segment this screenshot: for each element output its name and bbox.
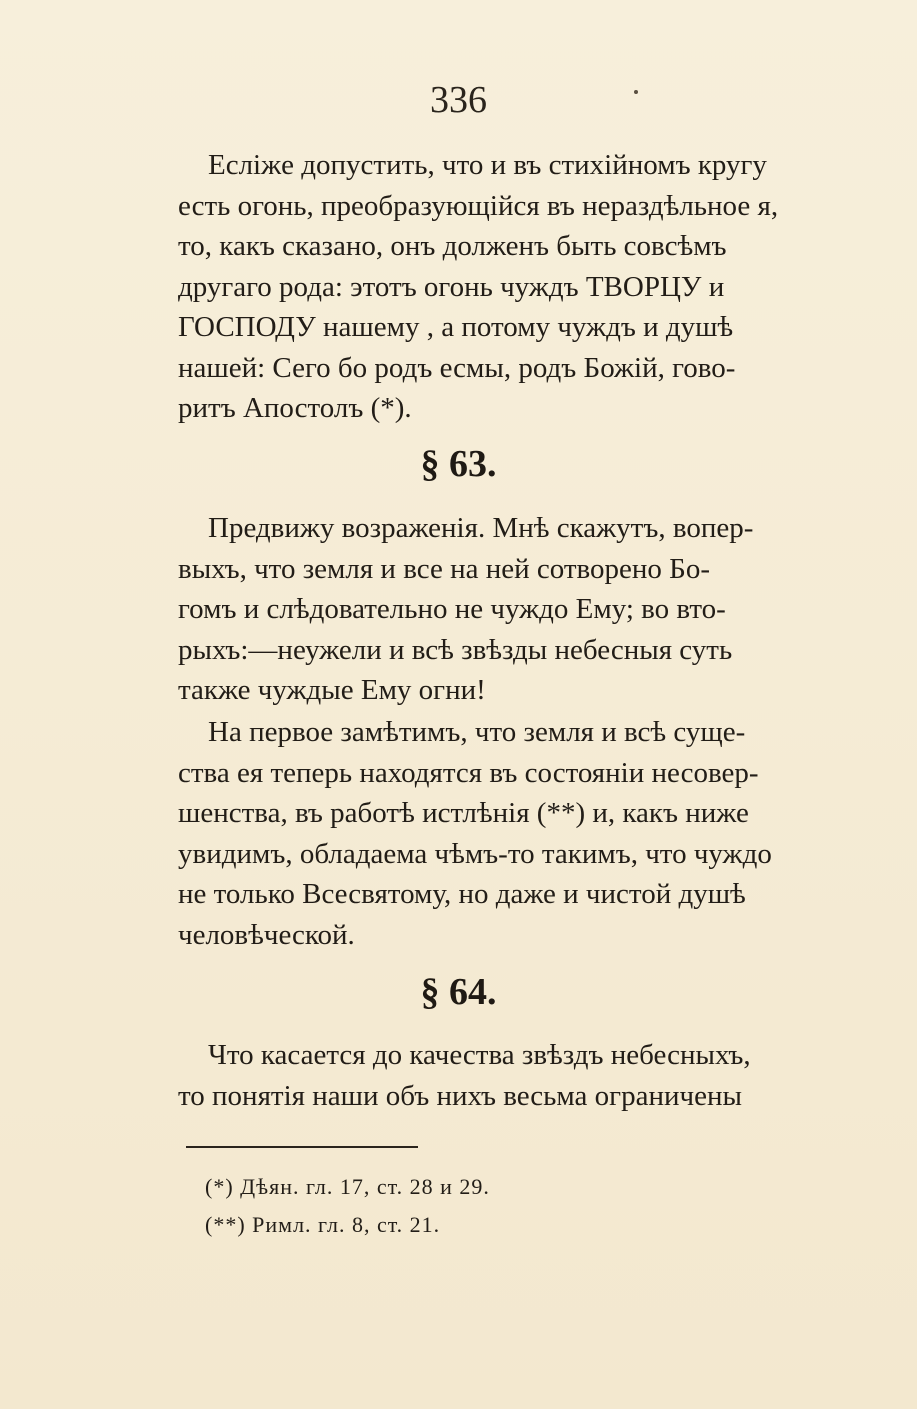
- text-line-content: Есліжe допустить, что и въ стихійномъ кругу: [208, 149, 767, 181]
- text-line: [178, 712, 838, 753]
- text-line-content: гомъ и слѣдовательно не чуждо Ему; во вто-: [178, 593, 726, 625]
- footnote-2: (**) Римл. гл. 8, ст. 21.: [205, 1212, 441, 1237]
- text-line-content: ства ея теперь находятся въ состояніи несовер-: [178, 756, 759, 789]
- text-line-content: нашей: Сего бо родъ есмы, родъ Божій, гово-: [178, 351, 736, 384]
- text-line-content: увидимъ, обладаема чѣмъ-то такимъ, что чуждо: [178, 837, 772, 870]
- text-line: [178, 915, 838, 956]
- text-line: [178, 388, 838, 429]
- text-line-content: также чуждые Ему огни!: [178, 674, 486, 706]
- text-line: [178, 793, 838, 834]
- text-line-content: ГОСПОДУ нашему , а потому чуждъ и душѣ: [178, 311, 734, 343]
- text-line: [178, 307, 838, 348]
- text-line: [178, 1076, 838, 1117]
- text-line-content: не только Всесвятому, но даже и чистой душѣ: [178, 878, 746, 910]
- text-line-content: рыхъ:—неужели и всѣ звѣзды небесныя суть: [178, 633, 733, 666]
- footnote-1: (*) Дѣян. гл. 17, ст. 28 и 29.: [205, 1174, 490, 1199]
- text-line-content: ритъ Апостолъ (*).: [178, 392, 412, 424]
- text-line-content: выхъ, что земля и все на ней сотворено Бо-: [178, 552, 710, 585]
- footnote-divider: [186, 1146, 418, 1148]
- footnotes: [205, 1168, 805, 1244]
- section-heading-63: § 63.: [420, 443, 497, 485]
- text-line: [178, 186, 838, 227]
- text-line: [178, 267, 838, 308]
- text-line: [178, 874, 838, 915]
- text-line-content: есть огонь, преобразующійся въ нераздѣльное я,: [178, 189, 779, 222]
- text-line: [178, 630, 838, 671]
- text-line: [178, 589, 838, 630]
- text-line: [178, 348, 838, 389]
- text-line: [178, 753, 838, 794]
- section-heading-64: § 64.: [420, 971, 497, 1013]
- text-line: [178, 834, 838, 875]
- text-line-content: то понятія наши объ нихъ весьма ограничены: [178, 1079, 742, 1112]
- text-line: [178, 549, 838, 590]
- text-line: [178, 226, 838, 267]
- text-line-content: то, какъ сказано, онъ долженъ быть совсѣмъ: [178, 230, 727, 262]
- text-line: [178, 508, 838, 549]
- text-line-content: другаго рода: этотъ огонь чуждъ ТВОРЦУ и: [178, 270, 725, 303]
- paragraph-2: [178, 508, 838, 711]
- text-line: [178, 145, 838, 186]
- text-line-content: человѣческой.: [178, 918, 355, 951]
- text-line: [178, 670, 838, 711]
- paragraph-1: [178, 145, 838, 429]
- text-line: [178, 1035, 838, 1076]
- paragraph-4: [178, 1035, 838, 1116]
- page-number: 336: [430, 79, 487, 121]
- paragraph-3: [178, 712, 838, 955]
- text-line-content: Что касается до качества звѣздъ небесныхъ,: [208, 1039, 751, 1071]
- text-line-content: шенства, въ работѣ истлѣнія (**) и, какъ ниже: [178, 797, 749, 829]
- text-line-content: На первое замѣтимъ, что земля и всѣ суще-: [208, 716, 746, 748]
- text-line-content: Предвижу возраженія. Мнѣ скажутъ, вопер-: [208, 512, 754, 544]
